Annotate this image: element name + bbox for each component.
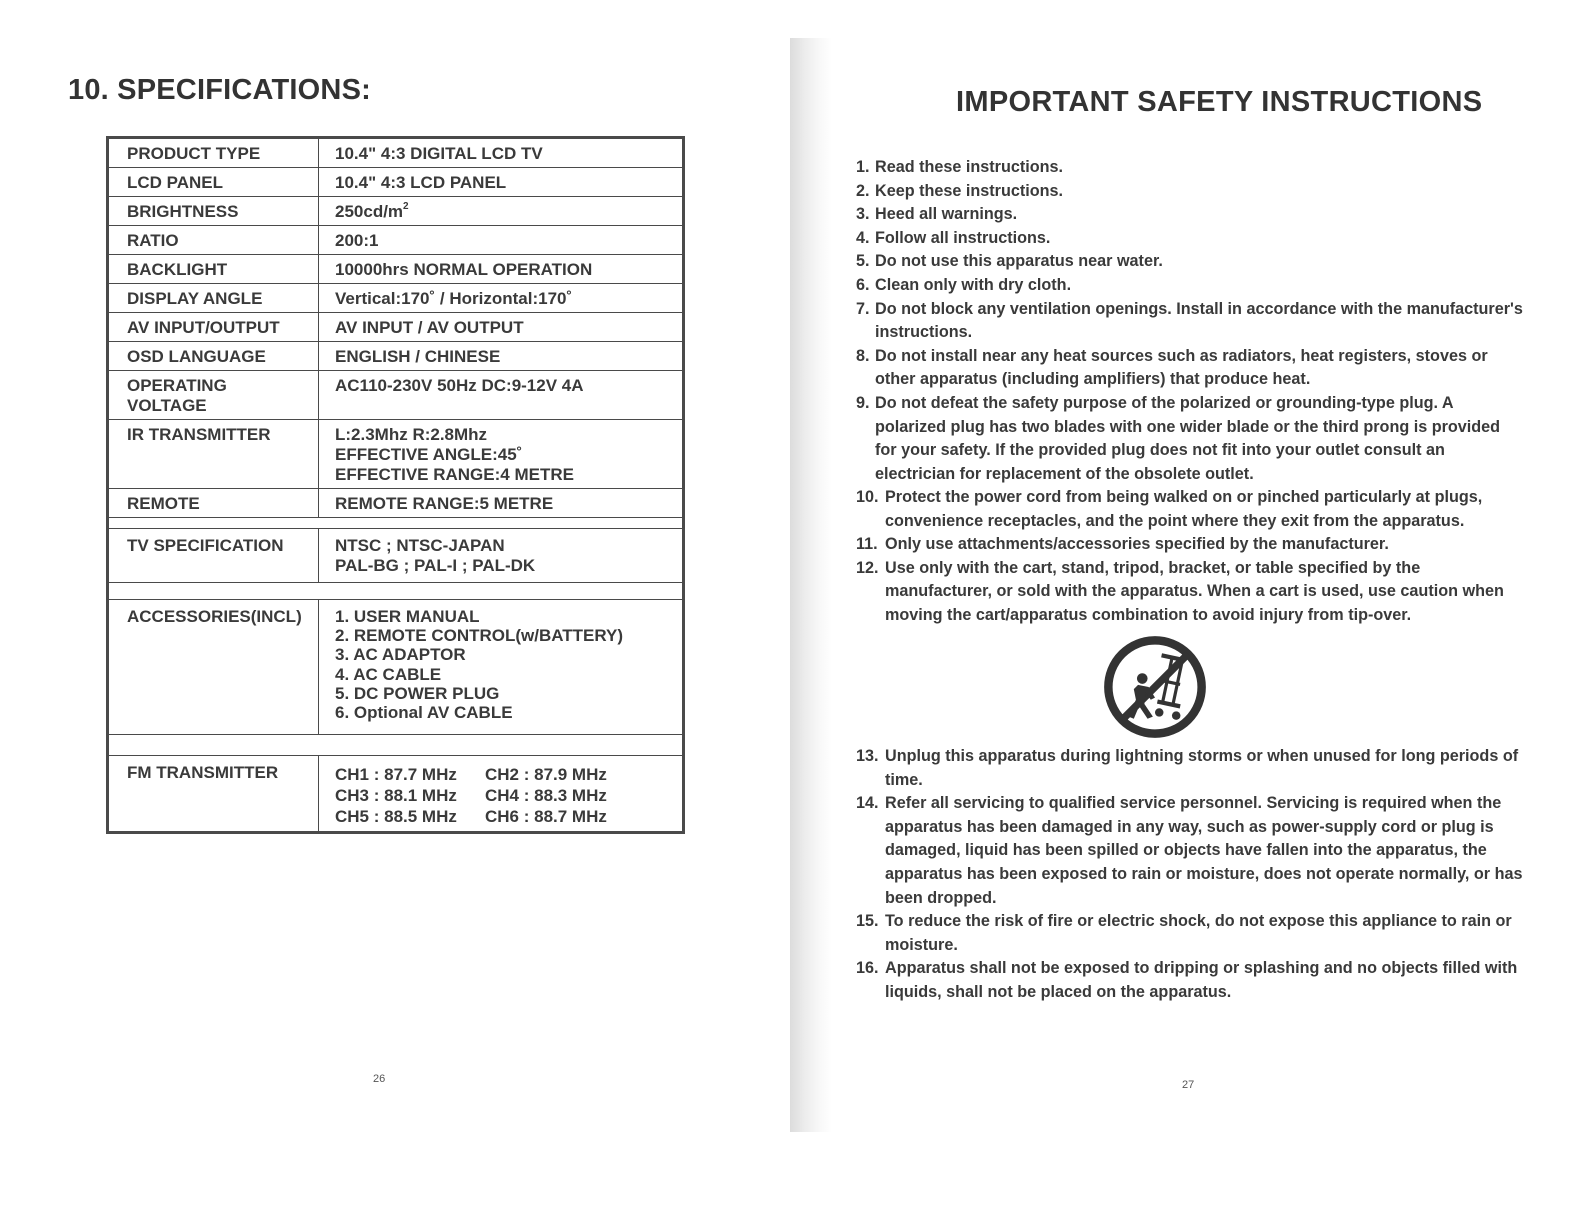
item-text: Clean only with dry cloth. [875,275,1072,294]
item-number: 13. [856,747,879,765]
item-text: Read these instructions. [875,158,1063,176]
item-text: Unplug this apparatus during lightning storms or when unused for long periods of time. [885,747,1519,789]
item-number: 9. [856,393,870,412]
spec-value: REMOTE RANGE:5 METRE [319,489,684,518]
spec-label: TV SPECIFICATION [108,529,319,583]
item-text: Keep these instructions. [875,181,1063,200]
table-row [108,284,684,313]
item-text: To reduce the risk of fire or electric shock, do not expose this appliance to rain or moisture. [885,912,1512,954]
specifications-table [106,136,685,834]
fm-channel: CH2 : 87.9 MHz [485,765,607,785]
item-text: Follow all instructions. [875,228,1051,247]
spec-label: REMOTE [108,489,319,518]
fm-channel-grid [335,764,670,827]
spec-label: PRODUCT TYPE [108,138,319,168]
list-item [856,392,1526,486]
item-number: 2. [856,181,870,200]
item-number: 6. [856,275,870,294]
left-page [0,0,790,1222]
list-item [856,557,1526,628]
tv-spec-line: NTSC ; NTSC-JAPAN [335,536,505,555]
spec-label: DISPLAY ANGLE [108,284,319,313]
spec-value [319,529,684,583]
fm-channel: CH1 : 87.7 MHz [335,765,457,785]
item-text: Do not use this apparatus near water. [875,252,1163,271]
fm-channel: CH3 : 88.1 MHz [335,786,457,806]
item-text: Apparatus shall not be exposed to dripping or splashing and no objects filled with liquids, shall not be placed on the apparatus. [885,959,1518,1001]
table-row [108,138,684,168]
list-item [856,298,1526,345]
table-row [108,420,684,489]
item-number: 7. [856,299,870,318]
accessory-item: 1. USER MANUAL [335,607,480,626]
safety-list-part-2 [856,486,1526,628]
ir-line: L:2.3Mhz R:2.8Mhz [335,425,488,444]
safety-title: IMPORTANT SAFETY INSTRUCTIONS [956,86,1483,118]
accessory-item: 3. AC ADAPTOR [335,645,466,665]
safety-list-part-1 [856,156,1526,486]
list-item [856,910,1526,957]
table-spacer-row [108,583,684,600]
superscript: 2 [403,201,409,212]
table-row [108,529,684,583]
table-row [108,255,684,284]
table-row [108,600,684,735]
table-row [108,197,684,226]
table-row [108,489,684,518]
spec-value: 10.4" 4:3 DIGITAL LCD TV [319,138,684,168]
spec-value [319,600,684,735]
table-row [108,371,684,420]
accessory-item: 5. DC POWER PLUG [335,683,500,703]
accessory-item: 6. Optional AV CABLE [335,703,513,723]
item-number: 1. [856,158,870,176]
spec-value: Vertical:170˚ / Horizontal:170˚ [319,284,684,313]
spec-label: IR TRANSMITTER [108,420,319,489]
spec-value [319,197,684,226]
item-number: 4. [856,228,870,247]
list-item [856,180,1526,204]
list-item [856,227,1526,251]
spec-label: OPERATING VOLTAGE [108,371,319,420]
table-row [108,756,684,833]
accessory-item: 4. AC CABLE [335,664,442,684]
list-item [856,486,1526,533]
spec-value: AV INPUT / AV OUTPUT [319,313,684,342]
page-number: 27 [1182,1079,1195,1091]
tv-spec-line: PAL-BG ; PAL-I ; PAL-DK [335,556,536,575]
spec-label: BRIGHTNESS [108,197,319,226]
item-text: Refer all servicing to qualified service personnel. Servicing is required when the apparatus has been damaged in any way, such as power-supply cord or plug is damaged, liquid has been spilled or objects have fallen into the apparatus, the apparatus has been exposed to rain or moisture, does not operate normally, or has been dropped. [885,794,1523,907]
accessory-item: 2. REMOTE CONTROL(w/BATTERY) [335,626,624,646]
item-number: 8. [856,346,870,365]
no-cart-tip-over-icon [1102,634,1208,740]
list-item [856,250,1526,274]
list-item [856,957,1526,1004]
item-text: Do not install near any heat sources such as radiators, heat registers, stoves or other apparatus (including amplifiers) that produce heat. [875,346,1488,389]
table-row [108,313,684,342]
spec-label: ACCESSORIES(INCL) [108,600,319,735]
item-text: Use only with the cart, stand, tripod, bracket, or table specified by the manufacturer, or sold with the apparatus. When a cart is used, use caution when moving the cart/apparatus combination to avoid injury from tip-over. [885,558,1504,624]
table-spacer-row [108,735,684,756]
list-item [856,203,1526,227]
list-item [856,345,1526,392]
ir-line: EFFECTIVE RANGE:4 METRE [335,465,574,484]
spec-label: BACKLIGHT [108,255,319,284]
item-text: Protect the power cord from being walked on or pinched particularly at plugs, convenience receptacles, and the point where they exit from the apparatus. [885,488,1483,530]
spec-value: ENGLISH / CHINESE [319,342,684,371]
item-number: 3. [856,205,870,224]
spec-value: 10.4" 4:3 LCD PANEL [319,168,684,197]
spec-label: RATIO [108,226,319,255]
list-item [856,792,1526,910]
spec-label: OSD LANGUAGE [108,342,319,371]
item-number: 5. [856,252,870,271]
list-item [856,274,1526,298]
spec-value [319,756,684,833]
page-number: 26 [373,1073,386,1085]
ir-line: EFFECTIVE ANGLE:45˚ [335,445,523,464]
table-row [108,342,684,371]
item-number: 12. [856,558,879,577]
table-row [108,168,684,197]
spec-value: 200:1 [319,226,684,255]
item-number: 15. [856,912,879,931]
fm-channel: CH6 : 88.7 MHz [485,807,607,827]
item-number: 10. [856,488,879,506]
fm-channel: CH5 : 88.5 MHz [335,807,457,827]
item-number: 14. [856,794,879,813]
spec-label: FM TRANSMITTER [108,756,319,833]
fm-channel: CH4 : 88.3 MHz [485,786,607,806]
specifications-title: 10. SPECIFICATIONS: [68,74,371,106]
safety-list-part-3 [856,745,1526,1005]
spec-value: 10000hrs NORMAL OPERATION [319,255,684,284]
item-number: 16. [856,959,879,978]
table-row [108,226,684,255]
list-item [856,533,1526,557]
spec-value: AC110-230V 50Hz DC:9-12V 4A [319,371,684,420]
item-text: Only use attachments/accessories specified by the manufacturer. [885,535,1389,554]
item-text: Heed all warnings. [875,205,1018,224]
item-number: 11. [856,535,878,554]
spec-value [319,420,684,489]
spec-label: LCD PANEL [108,168,319,197]
brightness-value: 250cd/m [335,202,404,221]
list-item [856,156,1526,180]
spec-label: AV INPUT/OUTPUT [108,313,319,342]
item-text: Do not defeat the safety purpose of the polarized or grounding-type plug. A polarized plug has two blades with one wider blade or the third prong is provided for your safety. If the provided plug does not fit into your outlet consult an electrician for replacement of the obsolete outlet. [875,393,1501,483]
list-item [856,745,1526,792]
table-spacer-row [108,518,684,529]
item-text: Do not block any ventilation openings. Install in accordance with the manufacturer's instructions. [875,299,1523,342]
